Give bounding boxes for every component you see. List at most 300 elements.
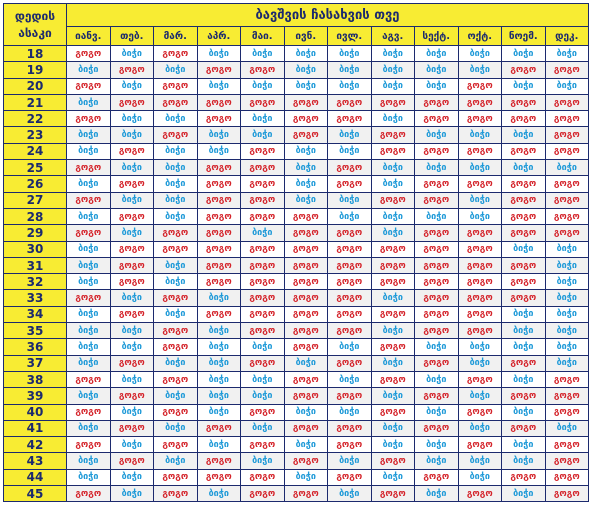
boy-cell: ბიჭი xyxy=(197,437,241,453)
boy-cell: ბიჭი xyxy=(458,355,502,371)
boy-cell: ბიჭი xyxy=(110,78,154,94)
mother-age-cell: 31 xyxy=(4,257,67,273)
boy-cell: ბიჭი xyxy=(154,143,198,159)
boy-cell: ბიჭი xyxy=(67,355,111,371)
girl-cell: გოგო xyxy=(502,176,546,192)
girl-cell: გოგო xyxy=(415,192,459,208)
girl-cell: გოგო xyxy=(284,453,328,469)
girl-cell: გოგო xyxy=(458,241,502,257)
month-header-cell: მაი. xyxy=(241,27,285,46)
girl-cell: გოგო xyxy=(197,62,241,78)
boy-cell: ბიჭი xyxy=(371,355,415,371)
boy-cell: ბიჭი xyxy=(241,46,285,62)
boy-cell: ბიჭი xyxy=(67,257,111,273)
girl-cell: გოგო xyxy=(328,469,372,485)
boy-cell: ბიჭი xyxy=(154,257,198,273)
girl-cell: გოგო xyxy=(502,290,546,306)
girl-cell: გოგო xyxy=(197,208,241,224)
age-title-line2: ასაკი xyxy=(18,25,52,40)
mother-age-cell: 22 xyxy=(4,111,67,127)
boy-cell: ბიჭი xyxy=(328,78,372,94)
boy-cell: ბიჭი xyxy=(154,160,198,176)
girl-cell: გოგო xyxy=(458,404,502,420)
boy-cell: ბიჭი xyxy=(458,192,502,208)
mother-age-cell: 35 xyxy=(4,323,67,339)
boy-cell: ბიჭი xyxy=(110,437,154,453)
mother-age-cell: 42 xyxy=(4,437,67,453)
boy-cell: ბიჭი xyxy=(284,160,328,176)
girl-cell: გოგო xyxy=(241,404,285,420)
boy-cell: ბიჭი xyxy=(110,371,154,387)
boy-cell: ბიჭი xyxy=(154,192,198,208)
girl-cell: გოგო xyxy=(110,257,154,273)
month-header-cell: იანვ. xyxy=(67,27,111,46)
table-row xyxy=(4,143,589,159)
girl-cell: გოგო xyxy=(284,127,328,143)
girl-cell: გოგო xyxy=(110,274,154,290)
girl-cell: გოგო xyxy=(545,111,589,127)
girl-cell: გოგო xyxy=(502,208,546,224)
girl-cell: გოგო xyxy=(241,241,285,257)
girl-cell: გოგო xyxy=(458,225,502,241)
girl-cell: გოგო xyxy=(328,94,372,110)
girl-cell: გოგო xyxy=(241,257,285,273)
boy-cell: ბიჭი xyxy=(545,78,589,94)
boy-cell: ბიჭი xyxy=(67,241,111,257)
girl-cell: გოგო xyxy=(197,257,241,273)
boy-cell: ბიჭი xyxy=(67,453,111,469)
girl-cell: გოგო xyxy=(284,323,328,339)
boy-cell: ბიჭი xyxy=(284,176,328,192)
boy-cell: ბიჭი xyxy=(110,290,154,306)
month-header-cell: ივნ. xyxy=(284,27,328,46)
girl-cell: გოგო xyxy=(458,257,502,273)
mother-age-cell: 24 xyxy=(4,143,67,159)
girl-cell: გოგო xyxy=(67,290,111,306)
table-row xyxy=(4,257,589,273)
month-header-cell: სექტ. xyxy=(415,27,459,46)
girl-cell: გოგო xyxy=(371,257,415,273)
girl-cell: გოგო xyxy=(67,78,111,94)
boy-cell: ბიჭი xyxy=(197,339,241,355)
mother-age-cell: 38 xyxy=(4,371,67,387)
boy-cell: ბიჭი xyxy=(110,486,154,502)
conception-month-header: ბავშვის ჩასახვის თვე xyxy=(67,4,589,27)
boy-cell: ბიჭი xyxy=(545,46,589,62)
girl-cell: გოგო xyxy=(545,208,589,224)
girl-cell: გოგო xyxy=(371,339,415,355)
girl-cell: გოგო xyxy=(197,241,241,257)
girl-cell: გოგო xyxy=(371,127,415,143)
girl-cell: გოგო xyxy=(415,143,459,159)
boy-cell: ბიჭი xyxy=(197,355,241,371)
month-header-cell: თებ. xyxy=(110,27,154,46)
boy-cell: ბიჭი xyxy=(371,469,415,485)
girl-cell: გოგო xyxy=(110,143,154,159)
boy-cell: ბიჭი xyxy=(328,371,372,387)
boy-cell: ბიჭი xyxy=(241,371,285,387)
girl-cell: გოგო xyxy=(545,192,589,208)
girl-cell: გოგო xyxy=(197,160,241,176)
girl-cell: გოგო xyxy=(110,388,154,404)
girl-cell: გოგო xyxy=(284,241,328,257)
boy-cell: ბიჭი xyxy=(110,127,154,143)
girl-cell: გოგო xyxy=(328,241,372,257)
girl-cell: გოგო xyxy=(545,143,589,159)
month-header-row xyxy=(4,27,589,46)
month-header-cell: აგვ. xyxy=(371,27,415,46)
girl-cell: გოგო xyxy=(328,111,372,127)
boy-cell: ბიჭი xyxy=(197,486,241,502)
girl-cell: გოგო xyxy=(110,94,154,110)
girl-cell: გოგო xyxy=(328,274,372,290)
girl-cell: გოგო xyxy=(154,469,198,485)
girl-cell: გოგო xyxy=(502,355,546,371)
boy-cell: ბიჭი xyxy=(502,78,546,94)
table-row xyxy=(4,404,589,420)
boy-cell: ბიჭი xyxy=(415,486,459,502)
girl-cell: გოგო xyxy=(415,274,459,290)
mother-age-cell: 26 xyxy=(4,176,67,192)
girl-cell: გოგო xyxy=(415,306,459,322)
girl-cell: გოგო xyxy=(241,486,285,502)
table-row xyxy=(4,160,589,176)
girl-cell: გოგო xyxy=(458,486,502,502)
girl-cell: გოგო xyxy=(241,469,285,485)
girl-cell: გოგო xyxy=(284,257,328,273)
girl-cell: გოგო xyxy=(415,257,459,273)
girl-cell: გოგო xyxy=(371,241,415,257)
boy-cell: ბიჭი xyxy=(284,46,328,62)
girl-cell: გოგო xyxy=(371,404,415,420)
boy-cell: ბიჭი xyxy=(328,486,372,502)
boy-cell: ბიჭი xyxy=(197,323,241,339)
girl-cell: გოგო xyxy=(154,486,198,502)
boy-cell: ბიჭი xyxy=(415,46,459,62)
girl-cell: გოგო xyxy=(502,111,546,127)
boy-cell: ბიჭი xyxy=(67,388,111,404)
boy-cell: ბიჭი xyxy=(371,78,415,94)
boy-cell: ბიჭი xyxy=(284,62,328,78)
boy-cell: ბიჭი xyxy=(502,306,546,322)
mother-age-cell: 30 xyxy=(4,241,67,257)
boy-cell: ბიჭი xyxy=(67,306,111,322)
girl-cell: გოგო xyxy=(110,306,154,322)
girl-cell: გოგო xyxy=(415,323,459,339)
boy-cell: ბიჭი xyxy=(67,274,111,290)
boy-cell: ბიჭი xyxy=(502,404,546,420)
boy-cell: ბიჭი xyxy=(67,420,111,436)
girl-cell: გოგო xyxy=(154,78,198,94)
table-body xyxy=(4,46,589,502)
boy-cell: ბიჭი xyxy=(197,404,241,420)
boy-cell: ბიჭი xyxy=(502,46,546,62)
boy-cell: ბიჭი xyxy=(154,420,198,436)
girl-cell: გოგო xyxy=(415,388,459,404)
boy-cell: ბიჭი xyxy=(371,62,415,78)
girl-cell: გოგო xyxy=(241,290,285,306)
boy-cell: ბიჭი xyxy=(328,127,372,143)
girl-cell: გოგო xyxy=(284,208,328,224)
boy-cell: ბიჭი xyxy=(328,62,372,78)
boy-cell: ბიჭი xyxy=(197,78,241,94)
boy-cell: ბიჭი xyxy=(458,127,502,143)
boy-cell: ბიჭი xyxy=(415,160,459,176)
boy-cell: ბიჭი xyxy=(67,143,111,159)
girl-cell: გოგო xyxy=(284,290,328,306)
boy-cell: ბიჭი xyxy=(458,469,502,485)
boy-cell: ბიჭი xyxy=(197,388,241,404)
table-row xyxy=(4,371,589,387)
girl-cell: გოგო xyxy=(328,388,372,404)
girl-cell: გოგო xyxy=(502,143,546,159)
table-row xyxy=(4,339,589,355)
girl-cell: გოგო xyxy=(415,290,459,306)
mother-age-cell: 25 xyxy=(4,160,67,176)
girl-cell: გოგო xyxy=(502,420,546,436)
boy-cell: ბიჭი xyxy=(415,62,459,78)
girl-cell: გოგო xyxy=(502,388,546,404)
girl-cell: გოგო xyxy=(371,453,415,469)
table-row xyxy=(4,192,589,208)
mother-age-cell: 28 xyxy=(4,208,67,224)
mother-age-cell: 20 xyxy=(4,78,67,94)
girl-cell: გოგო xyxy=(371,192,415,208)
boy-cell: ბიჭი xyxy=(110,225,154,241)
girl-cell: გოგო xyxy=(415,225,459,241)
boy-cell: ბიჭი xyxy=(371,111,415,127)
boy-cell: ბიჭი xyxy=(545,274,589,290)
girl-cell: გოგო xyxy=(545,127,589,143)
girl-cell: გოგო xyxy=(458,78,502,94)
month-header-cell: ნოემ. xyxy=(502,27,546,46)
mother-age-cell: 27 xyxy=(4,192,67,208)
boy-cell: ბიჭი xyxy=(545,290,589,306)
boy-cell: ბიჭი xyxy=(154,62,198,78)
girl-cell: გოგო xyxy=(415,469,459,485)
boy-cell: ბიჭი xyxy=(415,404,459,420)
girl-cell: გოგო xyxy=(415,111,459,127)
boy-cell: ბიჭი xyxy=(110,339,154,355)
girl-cell: გოგო xyxy=(502,257,546,273)
boy-cell: ბიჭი xyxy=(458,339,502,355)
girl-cell: გოგო xyxy=(241,208,285,224)
month-header-cell: მარ. xyxy=(154,27,198,46)
girl-cell: გოგო xyxy=(545,404,589,420)
boy-cell: ბიჭი xyxy=(545,420,589,436)
boy-cell: ბიჭი xyxy=(110,404,154,420)
table-row xyxy=(4,486,589,502)
boy-cell: ბიჭი xyxy=(154,176,198,192)
table-row xyxy=(4,111,589,127)
girl-cell: გოგო xyxy=(502,225,546,241)
girl-cell: გოგო xyxy=(458,371,502,387)
girl-cell: გოგო xyxy=(545,486,589,502)
table-row xyxy=(4,94,589,110)
girl-cell: გოგო xyxy=(328,290,372,306)
girl-cell: გოგო xyxy=(371,371,415,387)
boy-cell: ბიჭი xyxy=(502,127,546,143)
girl-cell: გოგო xyxy=(458,437,502,453)
girl-cell: გოგო xyxy=(545,437,589,453)
girl-cell: გოგო xyxy=(328,420,372,436)
mother-age-cell: 19 xyxy=(4,62,67,78)
girl-cell: გოგო xyxy=(545,225,589,241)
boy-cell: ბიჭი xyxy=(284,192,328,208)
boy-cell: ბიჭი xyxy=(371,290,415,306)
table-row xyxy=(4,241,589,257)
boy-cell: ბიჭი xyxy=(67,176,111,192)
girl-cell: გოგო xyxy=(328,355,372,371)
girl-cell: გოგო xyxy=(502,469,546,485)
girl-cell: გოგო xyxy=(284,339,328,355)
boy-cell: ბიჭი xyxy=(241,453,285,469)
boy-cell: ბიჭი xyxy=(371,208,415,224)
girl-cell: გოგო xyxy=(67,486,111,502)
table-row xyxy=(4,290,589,306)
table-row xyxy=(4,453,589,469)
boy-cell: ბიჭი xyxy=(110,46,154,62)
boy-cell: ბიჭი xyxy=(67,323,111,339)
boy-cell: ბიჭი xyxy=(241,127,285,143)
girl-cell: გოგო xyxy=(545,388,589,404)
girl-cell: გოგო xyxy=(110,176,154,192)
girl-cell: გოგო xyxy=(241,62,285,78)
girl-cell: გოგო xyxy=(502,192,546,208)
boy-cell: ბიჭი xyxy=(197,143,241,159)
boy-cell: ბიჭი xyxy=(371,388,415,404)
boy-cell: ბიჭი xyxy=(415,78,459,94)
boy-cell: ბიჭი xyxy=(110,160,154,176)
mother-age-cell: 41 xyxy=(4,420,67,436)
month-header-cell: აპრ. xyxy=(197,27,241,46)
girl-cell: გოგო xyxy=(371,274,415,290)
boy-cell: ბიჭი xyxy=(328,339,372,355)
girl-cell: გოგო xyxy=(241,176,285,192)
boy-cell: ბიჭი xyxy=(371,176,415,192)
boy-cell: ბიჭი xyxy=(371,225,415,241)
girl-cell: გოგო xyxy=(328,225,372,241)
boy-cell: ბიჭი xyxy=(328,143,372,159)
girl-cell: გოგო xyxy=(241,437,285,453)
boy-cell: ბიჭი xyxy=(284,469,328,485)
girl-cell: გოგო xyxy=(241,143,285,159)
girl-cell: გოგო xyxy=(545,371,589,387)
girl-cell: გოგო xyxy=(154,127,198,143)
month-header-cell: ივლ. xyxy=(328,27,372,46)
girl-cell: გოგო xyxy=(154,371,198,387)
girl-cell: გოგო xyxy=(328,160,372,176)
girl-cell: გოგო xyxy=(110,62,154,78)
boy-cell: ბიჭი xyxy=(415,339,459,355)
girl-cell: გოგო xyxy=(67,371,111,387)
table-row xyxy=(4,62,589,78)
boy-cell: ბიჭი xyxy=(502,339,546,355)
boy-cell: ბიჭი xyxy=(502,371,546,387)
girl-cell: გოგო xyxy=(110,208,154,224)
girl-cell: გოგო xyxy=(458,274,502,290)
girl-cell: გოგო xyxy=(458,94,502,110)
girl-cell: გოგო xyxy=(284,420,328,436)
girl-cell: გოგო xyxy=(284,225,328,241)
girl-cell: გოგო xyxy=(197,94,241,110)
boy-cell: ბიჭი xyxy=(197,46,241,62)
boy-cell: ბიჭი xyxy=(502,453,546,469)
boy-cell: ბიჭი xyxy=(67,94,111,110)
girl-cell: გოგო xyxy=(154,225,198,241)
girl-cell: გოგო xyxy=(110,355,154,371)
mother-age-cell: 32 xyxy=(4,274,67,290)
girl-cell: გოგო xyxy=(154,94,198,110)
girl-cell: გოგო xyxy=(284,388,328,404)
boy-cell: ბიჭი xyxy=(241,388,285,404)
girl-cell: გოგო xyxy=(328,176,372,192)
girl-cell: გოგო xyxy=(458,290,502,306)
mother-age-cell: 23 xyxy=(4,127,67,143)
boy-cell: ბიჭი xyxy=(154,274,198,290)
boy-cell: ბიჭი xyxy=(328,453,372,469)
boy-cell: ბიჭი xyxy=(502,160,546,176)
boy-cell: ბიჭი xyxy=(328,208,372,224)
boy-cell: ბიჭი xyxy=(284,355,328,371)
boy-cell: ბიჭი xyxy=(545,339,589,355)
mother-age-cell: 44 xyxy=(4,469,67,485)
girl-cell: გოგო xyxy=(241,355,285,371)
boy-cell: ბიჭი xyxy=(154,355,198,371)
girl-cell: გოგო xyxy=(154,290,198,306)
girl-cell: გოგო xyxy=(328,323,372,339)
boy-cell: ბიჭი xyxy=(284,437,328,453)
table-row xyxy=(4,46,589,62)
boy-cell: ბიჭი xyxy=(110,469,154,485)
girl-cell: გოგო xyxy=(110,420,154,436)
boy-cell: ბიჭი xyxy=(154,111,198,127)
conception-table xyxy=(3,3,589,502)
girl-cell: გოგო xyxy=(241,306,285,322)
table-row xyxy=(4,306,589,322)
girl-cell: გოგო xyxy=(284,306,328,322)
girl-cell: გოგო xyxy=(197,225,241,241)
boy-cell: ბიჭი xyxy=(110,323,154,339)
girl-cell: გოგო xyxy=(415,176,459,192)
girl-cell: გოგო xyxy=(197,111,241,127)
table-row xyxy=(4,78,589,94)
girl-cell: გოგო xyxy=(241,160,285,176)
boy-cell: ბიჭი xyxy=(371,437,415,453)
girl-cell: გოგო xyxy=(545,469,589,485)
boy-cell: ბიჭი xyxy=(110,111,154,127)
girl-cell: გოგო xyxy=(502,94,546,110)
boy-cell: ბიჭი xyxy=(545,257,589,273)
boy-cell: ბიჭი xyxy=(110,192,154,208)
boy-cell: ბიჭი xyxy=(197,371,241,387)
mother-age-cell: 34 xyxy=(4,306,67,322)
girl-cell: გოგო xyxy=(284,274,328,290)
girl-cell: გოგო xyxy=(371,306,415,322)
boy-cell: ბიჭი xyxy=(458,388,502,404)
girl-cell: გოგო xyxy=(371,486,415,502)
boy-cell: ბიჭი xyxy=(328,404,372,420)
girl-cell: გოგო xyxy=(67,225,111,241)
girl-cell: გოგო xyxy=(197,192,241,208)
girl-cell: გოგო xyxy=(545,62,589,78)
girl-cell: გოგო xyxy=(458,111,502,127)
table-row xyxy=(4,208,589,224)
mother-age-cell: 43 xyxy=(4,453,67,469)
girl-cell: გოგო xyxy=(458,306,502,322)
girl-cell: გოგო xyxy=(241,192,285,208)
girl-cell: გოგო xyxy=(67,111,111,127)
